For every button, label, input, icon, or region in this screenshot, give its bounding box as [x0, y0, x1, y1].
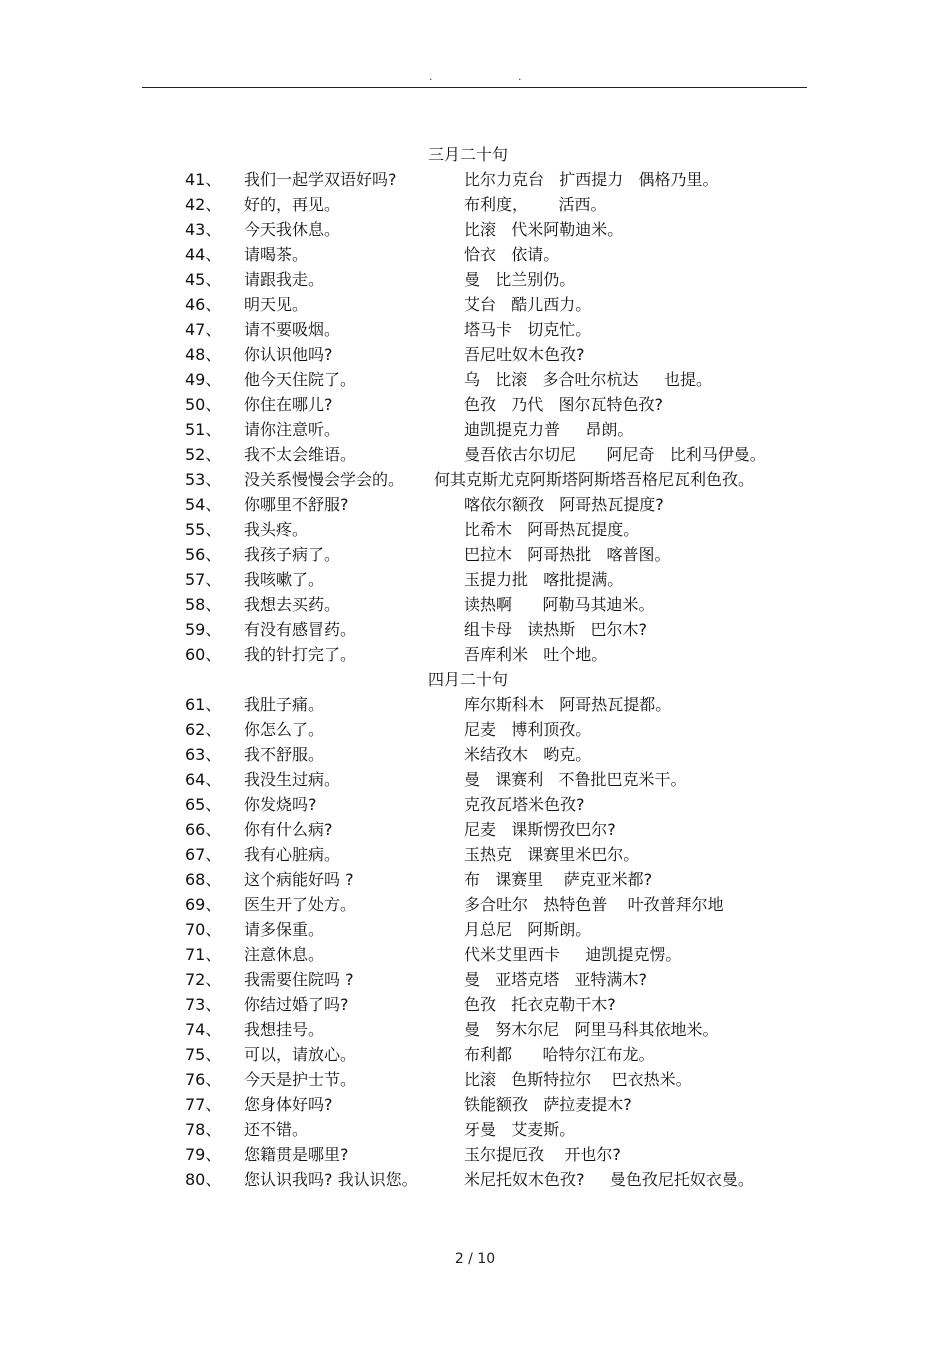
phrase-transliteration: 尼麦 课斯愣孜巴尔?: [464, 820, 616, 839]
phrase-row: [0, 692, 950, 717]
phrase-transliteration: 玉尔提厄孜 开也尔?: [464, 1145, 621, 1164]
phrase-chinese: 请你注意听。: [244, 420, 341, 439]
phrase-number: 57、: [185, 570, 222, 589]
phrase-row: [0, 167, 950, 192]
phrase-chinese: 注意休息。: [244, 945, 325, 964]
phrase-number: 75、: [185, 1045, 222, 1064]
phrase-row: [0, 917, 950, 942]
phrase-chinese: 有没有感冒药。: [244, 620, 357, 639]
phrase-number: 63、: [185, 745, 222, 764]
phrase-chinese: 今天我休息。: [244, 220, 341, 239]
phrase-number: 48、: [185, 345, 222, 364]
phrase-number: 77、: [185, 1095, 222, 1114]
phrase-chinese: 我咳嗽了。: [244, 570, 325, 589]
phrase-row: [0, 292, 950, 317]
phrase-transliteration: 库尔斯科木 阿哥热瓦提都。: [464, 695, 672, 714]
phrase-chinese: 我想挂号。: [244, 1020, 325, 1039]
phrase-chinese: 明天见。: [244, 295, 309, 314]
phrase-chinese: 医生开了处方。: [244, 895, 357, 914]
phrase-transliteration: 恰衣 依请。: [464, 245, 560, 264]
phrase-number: 65、: [185, 795, 222, 814]
phrase-row: [0, 1042, 950, 1067]
header-rule: [142, 87, 807, 88]
phrase-number: 56、: [185, 545, 222, 564]
phrase-transliteration: 尼麦 博利顶孜。: [464, 720, 592, 739]
phrase-transliteration: 塔马卡 切克忙。: [464, 320, 592, 339]
phrase-number: 69、: [185, 895, 222, 914]
phrase-number: 64、: [185, 770, 222, 789]
phrase-chinese: 请多保重。: [244, 920, 325, 939]
phrase-transliteration: 组卡母 读热斯 巴尔木?: [464, 620, 648, 639]
phrase-row: [0, 517, 950, 542]
phrase-row: [0, 467, 950, 492]
phrase-chinese: 我们一起学双语好吗?: [244, 170, 397, 189]
phrase-transliteration: 乌 比滚 多合吐尔杭达 也提。: [464, 370, 712, 389]
phrase-row: [0, 892, 950, 917]
phrase-list: [0, 142, 950, 1192]
phrase-transliteration: 曼 比兰别仍。: [464, 270, 576, 289]
phrase-transliteration: 布利都 哈特尔江布龙。: [464, 1045, 655, 1064]
phrase-transliteration: 代米艾里西卡 迪凯提克愣。: [464, 945, 682, 964]
phrase-chinese: 我不太会维语。: [244, 445, 357, 464]
phrase-row: [0, 817, 950, 842]
phrase-chinese: 你发烧吗?: [244, 795, 317, 814]
phrase-number: 74、: [185, 1020, 222, 1039]
phrase-transliteration: 吾库利米 吐个地。: [464, 645, 608, 664]
phrase-chinese: 我想去买药。: [244, 595, 341, 614]
phrase-number: 78、: [185, 1120, 222, 1139]
phrase-transliteration: 迪凯提克力普 昂朗。: [464, 420, 634, 439]
phrase-row: [0, 192, 950, 217]
phrase-number: 51、: [185, 420, 222, 439]
phrase-row: [0, 767, 950, 792]
phrase-chinese: 我有心脏病。: [244, 845, 341, 864]
page-number: 2 / 10: [454, 1251, 496, 1267]
phrase-transliteration: 曼 努木尔尼 阿里马科其依地米。: [464, 1020, 719, 1039]
phrase-number: 62、: [185, 720, 222, 739]
phrase-transliteration: 曼吾依古尔切尼 阿尼奇 比利马伊曼。: [464, 445, 766, 464]
phrase-transliteration: 艾台 酷儿西力。: [464, 295, 592, 314]
phrase-number: 71、: [185, 945, 222, 964]
phrase-number: 58、: [185, 595, 222, 614]
phrase-row: [0, 642, 950, 667]
phrase-transliteration: 玉热克 课赛里米巴尔。: [464, 845, 640, 864]
phrase-row: [0, 217, 950, 242]
phrase-row: [0, 492, 950, 517]
phrase-number: 49、: [185, 370, 222, 389]
phrase-number: 79、: [185, 1145, 222, 1164]
header-dot-right: .: [518, 70, 522, 83]
page-header: [0, 70, 950, 86]
phrase-number: 41、: [185, 170, 222, 189]
phrase-number: 52、: [185, 445, 222, 464]
phrase-transliteration: 比尔力克台 扩西提力 偶格乃里。: [464, 170, 719, 189]
phrase-chinese: 好的，再见。: [244, 195, 341, 214]
phrase-number: 66、: [185, 820, 222, 839]
phrase-row: [0, 392, 950, 417]
phrase-row: [0, 567, 950, 592]
phrase-row: [0, 1092, 950, 1117]
phrase-transliteration: 铁能额孜 萨拉麦提木?: [464, 1095, 632, 1114]
phrase-chinese: 我肚子痛。: [244, 695, 325, 714]
phrase-row: [0, 1117, 950, 1142]
phrase-chinese: 你怎么了。: [244, 720, 325, 739]
phrase-transliteration: 比滚 代米阿勒迪米。: [464, 220, 624, 239]
phrase-chinese: 我不舒服。: [244, 745, 325, 764]
phrase-transliteration: 比滚 色斯特拉尔 巴衣热米。: [464, 1070, 692, 1089]
phrase-row: [0, 867, 950, 892]
phrase-transliteration: 巴拉木 阿哥热批 喀普图。: [464, 545, 671, 564]
phrase-transliteration: 何其克斯尤克阿斯塔阿斯塔吾格尼瓦利色孜。: [434, 470, 755, 489]
phrase-number: 80、: [185, 1170, 222, 1189]
phrase-transliteration: 米结孜木 哟克。: [464, 745, 592, 764]
phrase-row: [0, 617, 950, 642]
phrase-chinese: 没关系慢慢会学会的。: [244, 470, 405, 489]
phrase-row: [0, 267, 950, 292]
phrase-row: [0, 942, 950, 967]
section-title: 四月二十句: [428, 670, 509, 689]
phrase-number: 46、: [185, 295, 222, 314]
phrase-number: 70、: [185, 920, 222, 939]
phrase-transliteration: 色孜 托衣克勒干木?: [464, 995, 616, 1014]
phrase-number: 73、: [185, 995, 222, 1014]
phrase-row: [0, 1167, 950, 1192]
phrase-row: [0, 792, 950, 817]
phrase-transliteration: 比希木 阿哥热瓦提度。: [464, 520, 640, 539]
phrase-row: [0, 592, 950, 617]
phrase-row: [0, 717, 950, 742]
phrase-transliteration: 读热啊 阿勒马其迪米。: [464, 595, 655, 614]
phrase-number: 45、: [185, 270, 222, 289]
phrase-transliteration: 色孜 乃代 图尔瓦特色孜?: [464, 395, 664, 414]
phrase-chinese: 我的针打完了。: [244, 645, 357, 664]
phrase-chinese: 我头疼。: [244, 520, 309, 539]
phrase-number: 47、: [185, 320, 222, 339]
phrase-row: [0, 742, 950, 767]
phrase-chinese: 今天是护士节。: [244, 1070, 357, 1089]
phrase-number: 54、: [185, 495, 222, 514]
phrase-chinese: 请不要吸烟。: [244, 320, 341, 339]
phrase-transliteration: 布利度， 活西。: [464, 195, 607, 214]
header-dot-left: .: [429, 70, 433, 83]
phrase-transliteration: 米尼托奴木色孜? 曼色孜尼托奴衣曼。: [464, 1170, 754, 1189]
phrase-number: 61、: [185, 695, 222, 714]
phrase-transliteration: 布 课赛里 萨克亚米都?: [464, 870, 653, 889]
phrase-chinese: 请喝茶。: [244, 245, 309, 264]
phrase-chinese: 您籍贯是哪里?: [244, 1145, 349, 1164]
phrase-row: [0, 992, 950, 1017]
phrase-row: [0, 442, 950, 467]
phrase-number: 44、: [185, 245, 222, 264]
phrase-number: 76、: [185, 1070, 222, 1089]
phrase-chinese: 你结过婚了吗?: [244, 995, 349, 1014]
phrase-chinese: 您身体好吗?: [244, 1095, 333, 1114]
phrase-number: 68、: [185, 870, 222, 889]
phrase-chinese: 请跟我走。: [244, 270, 325, 289]
phrase-row: [0, 542, 950, 567]
phrase-chinese: 你住在哪儿?: [244, 395, 333, 414]
phrase-transliteration: 吾尼吐奴木色孜?: [464, 345, 585, 364]
phrase-row: [0, 417, 950, 442]
phrase-row: [0, 1067, 950, 1092]
phrase-number: 55、: [185, 520, 222, 539]
phrase-row: [0, 1142, 950, 1167]
phrase-row: [0, 242, 950, 267]
phrase-chinese: 你认识他吗?: [244, 345, 333, 364]
phrase-number: 42、: [185, 195, 222, 214]
phrase-transliteration: 克孜瓦塔米色孜?: [464, 795, 585, 814]
phrase-chinese: 可以，请放心。: [244, 1045, 357, 1064]
phrase-number: 50、: [185, 395, 222, 414]
phrase-number: 59、: [185, 620, 222, 639]
phrase-transliteration: 牙曼 艾麦斯。: [464, 1120, 576, 1139]
phrase-chinese: 我需要住院吗 ?: [244, 970, 354, 989]
phrase-row: [0, 342, 950, 367]
phrase-transliteration: 曼 亚塔克塔 亚特满木?: [464, 970, 648, 989]
phrase-chinese: 您认识我吗? 我认识您。: [244, 1170, 418, 1189]
phrase-row: [0, 967, 950, 992]
phrase-transliteration: 喀依尔额孜 阿哥热瓦提度?: [464, 495, 664, 514]
phrase-chinese: 你有什么病?: [244, 820, 333, 839]
phrase-chinese: 你哪里不舒服?: [244, 495, 349, 514]
phrase-chinese: 还不错。: [244, 1120, 309, 1139]
phrase-chinese: 他今天住院了。: [244, 370, 357, 389]
phrase-number: 60、: [185, 645, 222, 664]
phrase-chinese: 我孩子病了。: [244, 545, 341, 564]
phrase-row: [0, 367, 950, 392]
phrase-row: [0, 317, 950, 342]
phrase-chinese: 我没生过病。: [244, 770, 341, 789]
phrase-number: 72、: [185, 970, 222, 989]
phrase-transliteration: 月总尼 阿斯朗。: [464, 920, 592, 939]
phrase-transliteration: 玉提力批 喀批提满。: [464, 570, 624, 589]
phrase-row: [0, 842, 950, 867]
phrase-number: 67、: [185, 845, 222, 864]
phrase-chinese: 这个病能好吗 ?: [244, 870, 354, 889]
section-title: 三月二十句: [428, 145, 509, 164]
phrase-number: 43、: [185, 220, 222, 239]
phrase-transliteration: 多合吐尔 热特色普 叶孜普拜尔地: [464, 895, 724, 914]
phrase-transliteration: 曼 课赛利 不鲁批巴克米干。: [464, 770, 687, 789]
phrase-number: 53、: [185, 470, 222, 489]
phrase-row: [0, 1017, 950, 1042]
